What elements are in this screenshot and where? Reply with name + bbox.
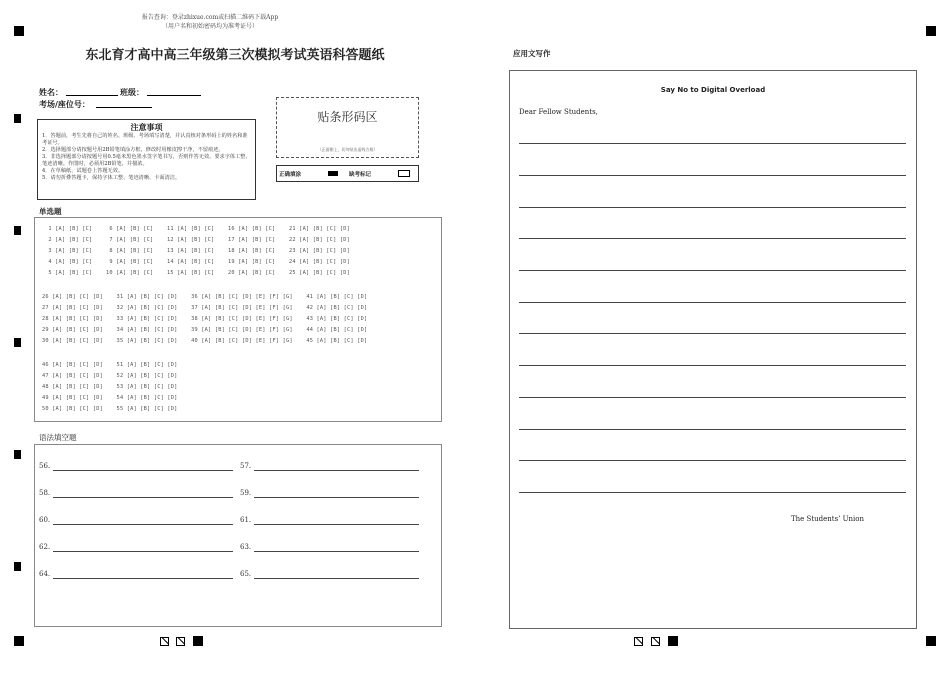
fill-example-box bbox=[276, 165, 419, 182]
grammar-answer-line[interactable] bbox=[53, 524, 233, 525]
grammar-answer-line[interactable] bbox=[53, 578, 233, 579]
edge-marker bbox=[14, 450, 21, 459]
writing-greeting: Dear Fellow Students, bbox=[519, 108, 598, 116]
writing-line[interactable] bbox=[519, 333, 906, 334]
grammar-answer-box bbox=[34, 444, 442, 627]
writing-line[interactable] bbox=[519, 492, 906, 493]
writing-line[interactable] bbox=[519, 397, 906, 398]
header-note-line1: 报告查询：登录zhixue.com或扫描二维码下载App bbox=[141, 14, 279, 21]
mc-row[interactable]: 47 [A] [B] [C] [D] 52 [A] [B] [C] [D] bbox=[42, 373, 178, 379]
notice-line: 4．在草稿纸、试题卷上答题无效。 bbox=[42, 168, 124, 174]
notice-title: 注意事项 bbox=[130, 123, 163, 132]
writing-line[interactable] bbox=[519, 460, 906, 461]
missing-mark-label: 缺考标记 bbox=[349, 172, 372, 178]
grammar-item-number: 61. bbox=[240, 516, 252, 524]
corner-marker bbox=[926, 26, 936, 36]
grammar-answer-line[interactable] bbox=[254, 578, 419, 579]
writing-line[interactable] bbox=[519, 429, 906, 430]
mc-row[interactable]: 3 [A] [B] [C] 8 [A] [B] [C] 13 [A] [B] [C] 18 [A] [B] [C] 23 [A] [B] [C] [D] bbox=[45, 248, 351, 254]
grammar-item-number: 58. bbox=[39, 489, 51, 497]
grammar-item-number: 57. bbox=[240, 462, 252, 470]
class-field[interactable] bbox=[147, 95, 201, 96]
mc-row[interactable]: 1 [A] [B] [C] 6 [A] [B] [C] 11 [A] [B] [C] 16 [A] [B] [C] 21 [A] [B] [C] [D] bbox=[45, 226, 351, 232]
mc-section-label: 单选题 bbox=[39, 207, 62, 216]
grammar-item-number: 60. bbox=[39, 516, 51, 524]
mc-row[interactable]: 2 [A] [B] [C] 7 [A] [B] [C] 12 [A] [B] [C] 17 [A] [B] [C] 22 [A] [B] [C] [D] bbox=[45, 237, 351, 243]
correct-fill-label: 正确填涂 bbox=[279, 172, 302, 178]
grammar-answer-line[interactable] bbox=[254, 497, 419, 498]
grammar-answer-line[interactable] bbox=[254, 524, 419, 525]
bottom-marker bbox=[193, 636, 203, 646]
writing-answer-box bbox=[509, 70, 917, 629]
writing-section-label: 应用文写作 bbox=[513, 49, 551, 58]
grammar-answer-line[interactable] bbox=[254, 551, 419, 552]
header-note-line2: （用户名和初始密码均为准考证号） bbox=[161, 23, 258, 30]
mc-row[interactable]: 46 [A] [B] [C] [D] 51 [A] [B] [C] [D] bbox=[42, 362, 178, 368]
mc-row[interactable]: 49 [A] [B] [C] [D] 54 [A] [B] [C] [D] bbox=[42, 395, 178, 401]
mc-row[interactable]: 48 [A] [B] [C] [D] 53 [A] [B] [C] [D] bbox=[42, 384, 178, 390]
edge-marker bbox=[14, 562, 21, 571]
notice-line: 1．答题前，考生先将自己的姓名、班级、考场填写清楚，并认真核对条形码上的姓名和准考证号。 bbox=[42, 133, 248, 146]
mc-row[interactable]: 5 [A] [B] [C] 10 [A] [B] [C] 15 [A] [B] [C] 20 [A] [B] [C] 25 [A] [B] [C] [D] bbox=[45, 270, 351, 276]
notice-line: 2．选择题部分请按题号用2B铅笔填涂方框，修改时用橡皮擦干净，不留痕迹。 bbox=[42, 147, 224, 153]
slash-marker bbox=[160, 637, 169, 646]
filled-mark-icon bbox=[328, 171, 338, 176]
grammar-item-number: 65. bbox=[240, 570, 252, 578]
barcode-subtitle: （正面朝上，切勿贴出虚线方框） bbox=[317, 147, 378, 152]
writing-line[interactable] bbox=[519, 143, 906, 144]
mc-row[interactable]: 26 [A] [B] [C] [D] 31 [A] [B] [C] [D] 36 [A] [B] [C] [D] [E] [F] [G] 41 [A] [B] [C] [D] bbox=[42, 294, 368, 300]
edge-marker bbox=[14, 338, 21, 347]
name-label: 姓名： bbox=[39, 88, 63, 97]
notice-box bbox=[37, 119, 256, 200]
room-label: 考场/座位号： bbox=[39, 100, 90, 109]
class-label: 班级： bbox=[120, 88, 144, 97]
writing-line[interactable] bbox=[519, 175, 906, 176]
grammar-answer-line[interactable] bbox=[53, 470, 233, 471]
grammar-answer-line[interactable] bbox=[53, 497, 233, 498]
barcode-area bbox=[276, 97, 419, 158]
mc-row[interactable]: 50 [A] [B] [C] [D] 55 [A] [B] [C] [D] bbox=[42, 406, 178, 412]
grammar-item-number: 63. bbox=[240, 543, 252, 551]
edge-marker bbox=[14, 114, 21, 123]
mc-row[interactable]: 27 [A] [B] [C] [D] 32 [A] [B] [C] [D] 37 [A] [B] [C] [D] [E] [F] [G] 42 [A] [B] [C] [D] bbox=[42, 305, 368, 311]
barcode-title: 贴条形码区 bbox=[317, 110, 378, 124]
mc-row[interactable]: 28 [A] [B] [C] [D] 33 [A] [B] [C] [D] 38 [A] [B] [C] [D] [E] [F] [G] 43 [A] [B] [C] [D] bbox=[42, 316, 368, 322]
page-title: 东北育才高中高三年级第三次模拟考试英语科答题纸 bbox=[85, 48, 385, 63]
notice-line: 5．请勿折叠答题卡，保持字体工整、笔迹清晰、卡面清洁。 bbox=[42, 175, 181, 181]
slash-marker bbox=[634, 637, 643, 646]
writing-line[interactable] bbox=[519, 365, 906, 366]
mc-answer-box bbox=[34, 217, 442, 422]
grammar-answer-line[interactable] bbox=[254, 470, 419, 471]
corner-marker bbox=[926, 636, 936, 646]
mc-row[interactable]: 4 [A] [B] [C] 9 [A] [B] [C] 14 [A] [B] [C] 19 [A] [B] [C] 24 [A] [B] [C] [D] bbox=[45, 259, 351, 265]
writing-title: Say No to Digital Overload bbox=[660, 86, 766, 94]
grammar-item-number: 62. bbox=[39, 543, 51, 551]
edge-marker bbox=[14, 226, 21, 235]
mc-row[interactable]: 29 [A] [B] [C] [D] 34 [A] [B] [C] [D] 39 [A] [B] [C] [D] [E] [F] [G] 44 [A] [B] [C] [D] bbox=[42, 327, 368, 333]
corner-marker bbox=[14, 26, 24, 36]
grammar-item-number: 59. bbox=[240, 489, 252, 497]
bottom-marker bbox=[668, 636, 678, 646]
notice-line: 3．非选择题部分请按题号用0.5毫米黑色墨水签字笔书写，否则作答无效。要求字体工整、笔迹清晰。作图时，必须用2B铅笔，并描浓。 bbox=[42, 154, 251, 167]
grammar-item-number: 64. bbox=[39, 570, 51, 578]
writing-line[interactable] bbox=[519, 207, 906, 208]
room-field[interactable] bbox=[96, 107, 152, 108]
name-field[interactable] bbox=[66, 95, 118, 96]
grammar-item-number: 56. bbox=[39, 462, 51, 470]
corner-marker bbox=[14, 636, 24, 646]
slash-marker bbox=[651, 637, 660, 646]
mc-row[interactable]: 30 [A] [B] [C] [D] 35 [A] [B] [C] [D] 40 [A] [B] [C] [D] [E] [F] [G] 45 [A] [B] [C] [D] bbox=[42, 338, 368, 344]
grammar-answer-line[interactable] bbox=[53, 551, 233, 552]
slash-marker bbox=[176, 637, 185, 646]
writing-line[interactable] bbox=[519, 238, 906, 239]
missing-checkbox[interactable] bbox=[398, 170, 410, 177]
writing-line[interactable] bbox=[519, 302, 906, 303]
grammar-section-label: 语法填空题 bbox=[39, 433, 77, 442]
writing-line[interactable] bbox=[519, 270, 906, 271]
writing-signature: The Students’ Union bbox=[791, 515, 865, 523]
